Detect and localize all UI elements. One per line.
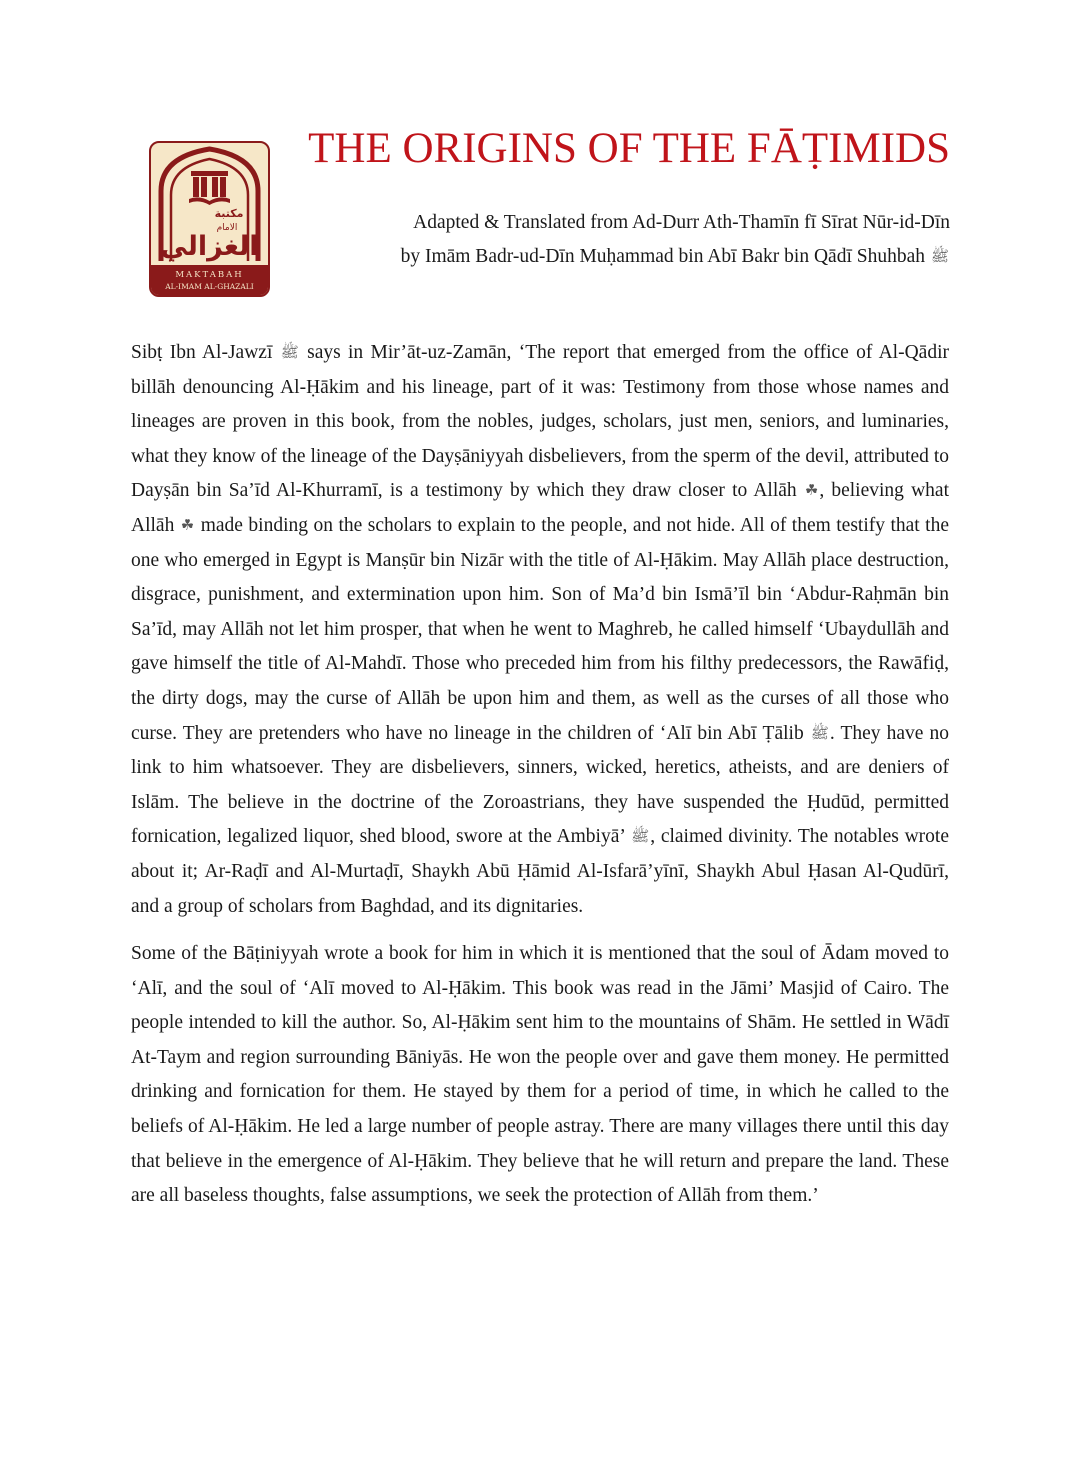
logo-emblem-icon [151, 143, 268, 295]
subtitle-author: by Imām Badr-ud-Dīn Muḥammad bin Abī Bakr bin Qādī Shuhbah [400, 246, 925, 267]
subtitle [300, 206, 950, 274]
article-body [131, 336, 949, 1214]
page-title: THE ORIGINS OF THE FĀṬIMIDS [308, 125, 950, 172]
logo-arabic-line3: الغزالي [160, 231, 259, 262]
logo-latin-line1: MAKTABAH [175, 270, 244, 280]
subtitle-line-2 [300, 240, 950, 274]
honorific-icon: ﷺ [631, 829, 650, 846]
logo-arabic-line1: مكتبة [214, 207, 244, 220]
p1-segment-2: says in Mir’āt-uz-Zamān, ‘The report that emerged from the office of Al-Qādir billāh denouncing Al-Ḥākim and his lineage, part of it was: Testimony from those whose names and lineages are proven in this book, from the nobles, judges, scholars, just men, seniors, and luminaries, what they know of the lineage of the Dayṣāniyyah disbelievers, from the sperm of the devil, attributed to Dayṣān bin Sa’īd Al-Khurramī, is a testimony by which they draw closer to Allāh [131, 342, 949, 502]
p1-segment-6: , claimed divinity. The notables wrote about it; Ar-Raḍī and Al-Murtaḍī, Shaykh Abū Ḥāmid Al-Isfarā’yīnī, Shaykh Abul Ḥasan Al-Qudūrī, and a group of scholars from Baghdad, and its dignitaries. [131, 826, 949, 917]
subtitle-line-1: Adapted & Translated from Ad-Durr Ath-Thamīn fī Sīrat Nūr-id-Dīn [413, 212, 950, 233]
book-icon [189, 171, 230, 205]
honorific-icon: ﷺ [280, 345, 299, 361]
p1-segment-4: made binding on the scholars to explain to the people, and not hide. All of them testify that the one who emerged in Egypt is Manṣūr bin Nizār with the title of Al-Ḥākim. May Allāh place destruction, disgrace, punishment, and extermination upon him. Son of Ma’d bin Ismā’īl bin ‘Abdur-Raḥmān bin Sa’īd, may Allāh not let him prosper, that when he went to Maghreb, he called himself ‘Ubaydullāh and gave himself the title of Al-Mahdī. Those who preceded him from his filthy predecessors, the Rawāfiḍ, the dirty dogs, may the curse of Allāh be upon him and them, as well as the curses of all those who curse. They are pretenders who have no lineage in the children of ‘Alī bin Abī Ṭālib [131, 514, 949, 744]
honorific-icon: ☘ [180, 517, 195, 534]
maktabah-logo [149, 141, 270, 297]
logo-arabic-line2: الامام [216, 223, 238, 233]
p1-segment-3: , believing what Allāh [131, 480, 950, 536]
paragraph-1 [131, 336, 949, 924]
p1-segment-5: . They have no link to him whatsoever. They are disbelievers, sinners, wicked, heretics, atheists, and are deniers of Islām. The believe in the doctrine of the Zoroastrians, they have suspended the Ḥudūd, permitted fornication, legalized liquor, shed blood, swore at the Ambiyā’ [131, 722, 950, 848]
honorific-icon: ﷺ [810, 725, 829, 742]
logo-latin-line2: AL-IMAM AL-GHAZALI [165, 282, 254, 291]
honorific-icon: ﷺ [930, 249, 949, 265]
paragraph-2: Some of the Bāṭiniyyah wrote a book for him in which it is mentioned that the soul of Ādam moved to ‘Alī, and the soul of ‘Alī moved to Al-Ḥākim. This book was read in the Jāmi’ Masjid of Cairo. The people intended to kill the author. So, Al-Ḥākim sent him to the mountains of Shām. He settled in Wādī At-Taym and region surrounding Bāniyās. He won the people over and gave them money. He permitted drinking and fornication for them. He stayed by them for a period of time, in which he called to the beliefs of Al-Ḥākim. He led a large number of people astray. There are many villages there until this day that believe in the emergence of Al-Ḥākim. They believe that he will return and prepare the land. These are all baseless thoughts, false assumptions, we seek the protection of Allāh from them.’ [131, 943, 949, 1207]
honorific-icon: ☘ [804, 483, 819, 500]
p1-segment-1: Sibṭ Ibn Al-Jawzī [131, 342, 273, 363]
